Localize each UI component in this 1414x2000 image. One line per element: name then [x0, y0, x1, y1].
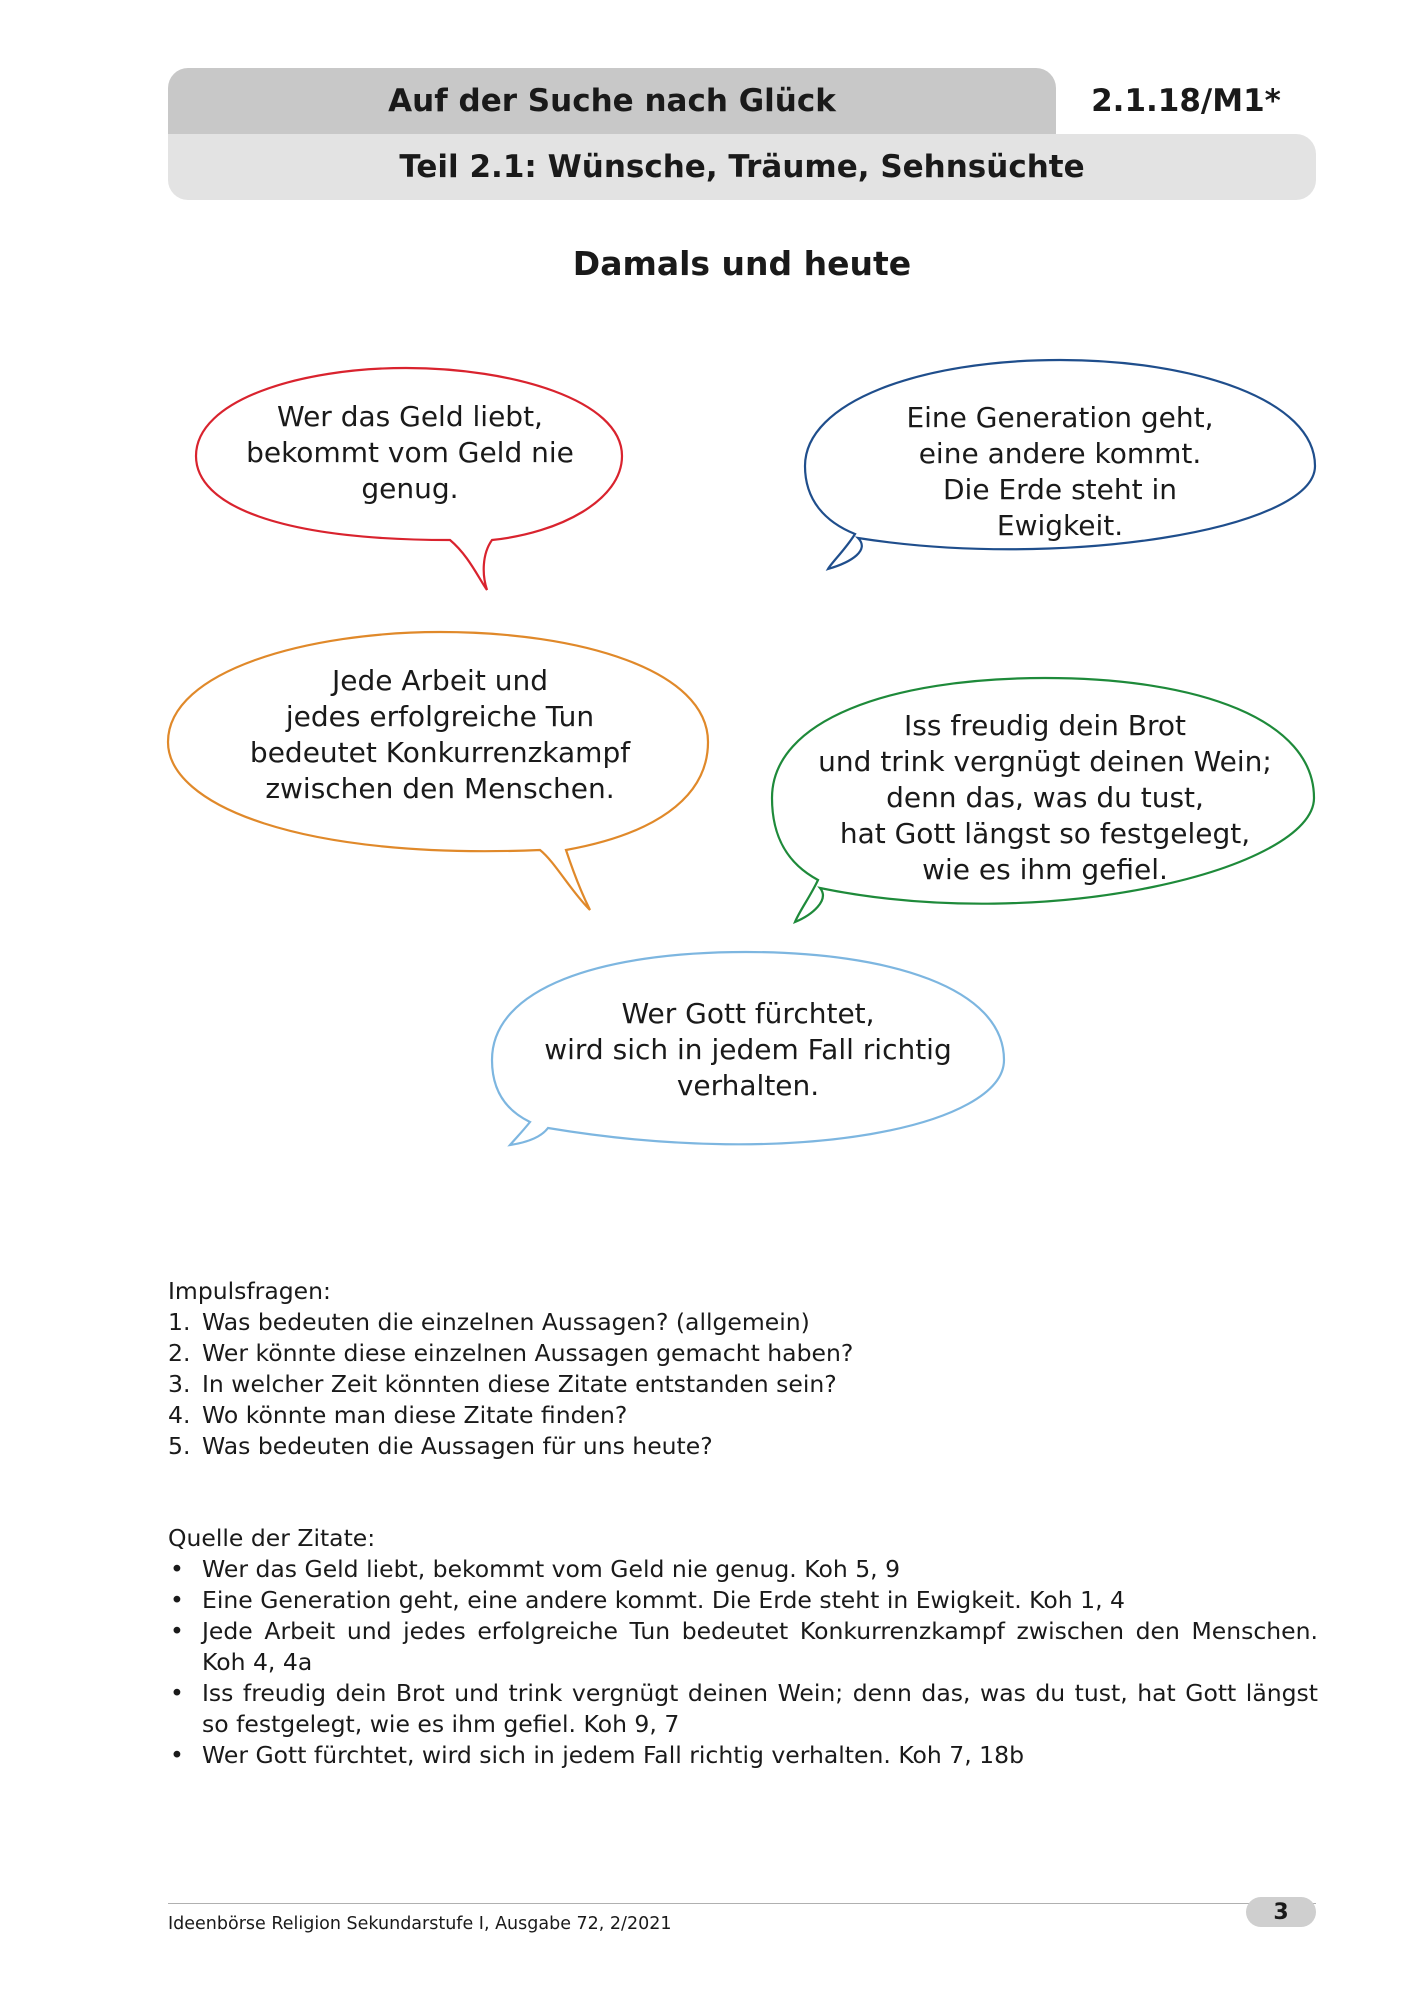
question-text: In welcher Zeit könnten diese Zitate entstanden sein? [202, 1370, 837, 1398]
list-item [168, 1554, 1318, 1585]
header-title: Auf der Suche nach Glück [168, 68, 1056, 134]
header-subtitle: Teil 2.1: Wünsche, Träume, Sehnsüchte [168, 134, 1316, 200]
question-number: 3. [168, 1370, 191, 1398]
source-text: Jede Arbeit und jedes erfolgreiche Tun bedeutet Konkurrenzkampf zwischen den Menschen. Koh 4, 4a [202, 1617, 1318, 1676]
footer-divider [168, 1903, 1316, 1904]
sources-list [168, 1554, 1318, 1771]
bubble-line: hat Gott längst so festgelegt, [839, 817, 1251, 850]
question-text: Wer könnte diese einzelnen Aussagen gemacht haben? [202, 1339, 854, 1367]
bubble-line: und trink vergnügt deinen Wein; [818, 745, 1272, 778]
question-text: Was bedeuten die Aussagen für uns heute? [202, 1432, 713, 1460]
bullet: • [170, 1679, 184, 1707]
speech-bubble-4-text [790, 700, 1300, 896]
source-text: Iss freudig dein Brot und trink vergnügt deinen Wein; denn das, was du tust, hat Gott längst so festgelegt, wie es ihm gefiel. Koh 9, 7 [202, 1679, 1318, 1738]
footer-publication: Ideenbörse Religion Sekundarstufe I, Ausgabe 72, 2/2021 [168, 1914, 672, 1934]
list-item [168, 1338, 1318, 1369]
bubble-line: zwischen den Menschen. [265, 772, 615, 805]
question-text: Was bedeuten die einzelnen Aussagen? (allgemein) [202, 1308, 810, 1336]
bubble-line: Jede Arbeit und [332, 664, 548, 697]
source-text: Eine Generation geht, eine andere kommt. Die Erde steht in Ewigkeit. Koh 1, 4 [202, 1586, 1125, 1614]
bubble-line: verhalten. [676, 1069, 820, 1102]
bubble-line: bedeutet Konkurrenzkampf [249, 736, 631, 769]
bubble-line: Eine Generation geht, [906, 401, 1214, 434]
bubble-line: wird sich in jedem Fall richtig [544, 1033, 952, 1066]
question-text: Wo könnte man diese Zitate finden? [202, 1401, 628, 1429]
bubble-line: wie es ihm gefiel. [922, 853, 1168, 886]
quote-sources [168, 1523, 1318, 1771]
list-item [168, 1431, 1318, 1462]
questions-heading: Impulsfragen: [168, 1277, 331, 1305]
bubble-line: jedes erfolgreiche Tun [285, 700, 595, 733]
list-item [168, 1616, 1318, 1678]
speech-bubble-2-text [830, 392, 1290, 552]
bubble-line: denn das, was du tust, [886, 781, 1204, 814]
bullet: • [170, 1741, 184, 1769]
material-code: 2.1.18/M1* [1091, 83, 1281, 119]
speech-bubble-5-text [510, 985, 986, 1115]
bubble-line: eine andere kommt. [918, 437, 1202, 470]
list-item [168, 1369, 1318, 1400]
list-item [168, 1678, 1318, 1740]
source-text: Wer das Geld liebt, bekommt vom Geld nie genug. Koh 5, 9 [202, 1555, 901, 1583]
bubble-line: Die Erde steht in [942, 473, 1178, 506]
list-item [168, 1400, 1318, 1431]
bubble-line: Wer Gott fürchtet, [621, 997, 875, 1030]
bubble-line: Wer das Geld liebt, [277, 399, 543, 433]
list-item [168, 1307, 1318, 1338]
bubble-line: genug. [361, 471, 459, 505]
bubble-line: Iss freudig dein Brot [904, 709, 1186, 742]
bullet: • [170, 1555, 184, 1583]
bullet: • [170, 1617, 184, 1645]
bullet: • [170, 1586, 184, 1614]
question-number: 2. [168, 1339, 191, 1367]
bubble-line: bekommt vom Geld nie [246, 435, 574, 469]
list-item [168, 1740, 1318, 1771]
page-number: 3 [1246, 1897, 1316, 1927]
speech-bubble-3-text [190, 655, 690, 815]
question-number: 4. [168, 1401, 191, 1429]
question-number: 1. [168, 1308, 191, 1336]
questions-list [168, 1307, 1318, 1462]
impulse-questions [168, 1276, 1318, 1462]
list-item [168, 1585, 1318, 1616]
sources-heading: Quelle der Zitate: [168, 1524, 376, 1552]
question-number: 5. [168, 1432, 191, 1460]
speech-bubble-1-text [220, 385, 600, 520]
page-title: Damals und heute [572, 244, 912, 283]
bubble-line: Ewigkeit. [996, 509, 1124, 542]
source-text: Wer Gott fürchtet, wird sich in jedem Fall richtig verhalten. Koh 7, 18b [202, 1741, 1025, 1769]
